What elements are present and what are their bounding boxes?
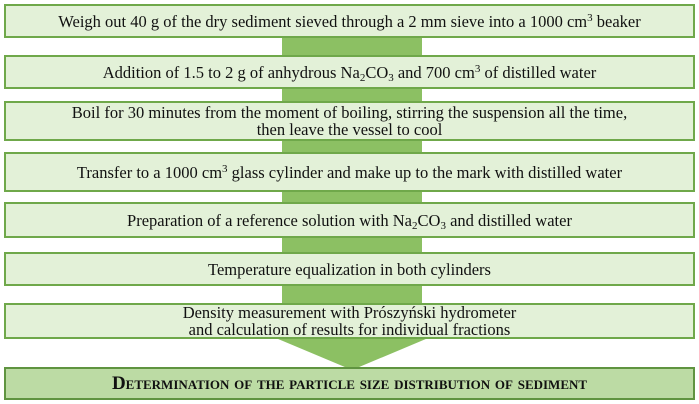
step-5-text: Preparation of a reference solution with $Na_2CO_3$ and distilled water <box>127 210 572 232</box>
step-3-boil-suspension <box>4 101 695 141</box>
step-4-transfer-to-cylinder <box>4 152 695 192</box>
step-2-text: Addition of 1.5 to 2 g of anhydrous $Na_2CO_3$ and 700 $cm^3$ of distilled water <box>102 62 597 84</box>
step-7-density-measurement <box>4 303 695 339</box>
final-step-particle-size-distribution <box>4 367 695 400</box>
step-6-temperature-equalization <box>4 252 695 286</box>
step-5-reference-solution <box>4 202 695 238</box>
step-3-text: Boil for 30 minutes from the moment of boiling, stirring the suspension all the time, then leave the vessel to cool <box>71 103 628 139</box>
step-1-weigh-sediment <box>4 4 695 38</box>
step-1-text: Weigh out 40 g of the dry sediment sieved through a 2 mm sieve into a 1000 $cm^3$ beaker <box>58 11 641 31</box>
final-step-text: Determination of the particle size distribution of sediment <box>111 373 588 394</box>
step-6-text: Temperature equalization in both cylinders <box>208 259 491 279</box>
step-7-text: Density measurement with Prószyński hydrometer and calculation of results for individual fractions <box>182 303 517 339</box>
step-2-add-sodium-carbonate <box>4 55 695 89</box>
step-4-text: Transfer to a 1000 $cm^3$ glass cylinder and make up to the mark with distilled water <box>76 162 623 182</box>
